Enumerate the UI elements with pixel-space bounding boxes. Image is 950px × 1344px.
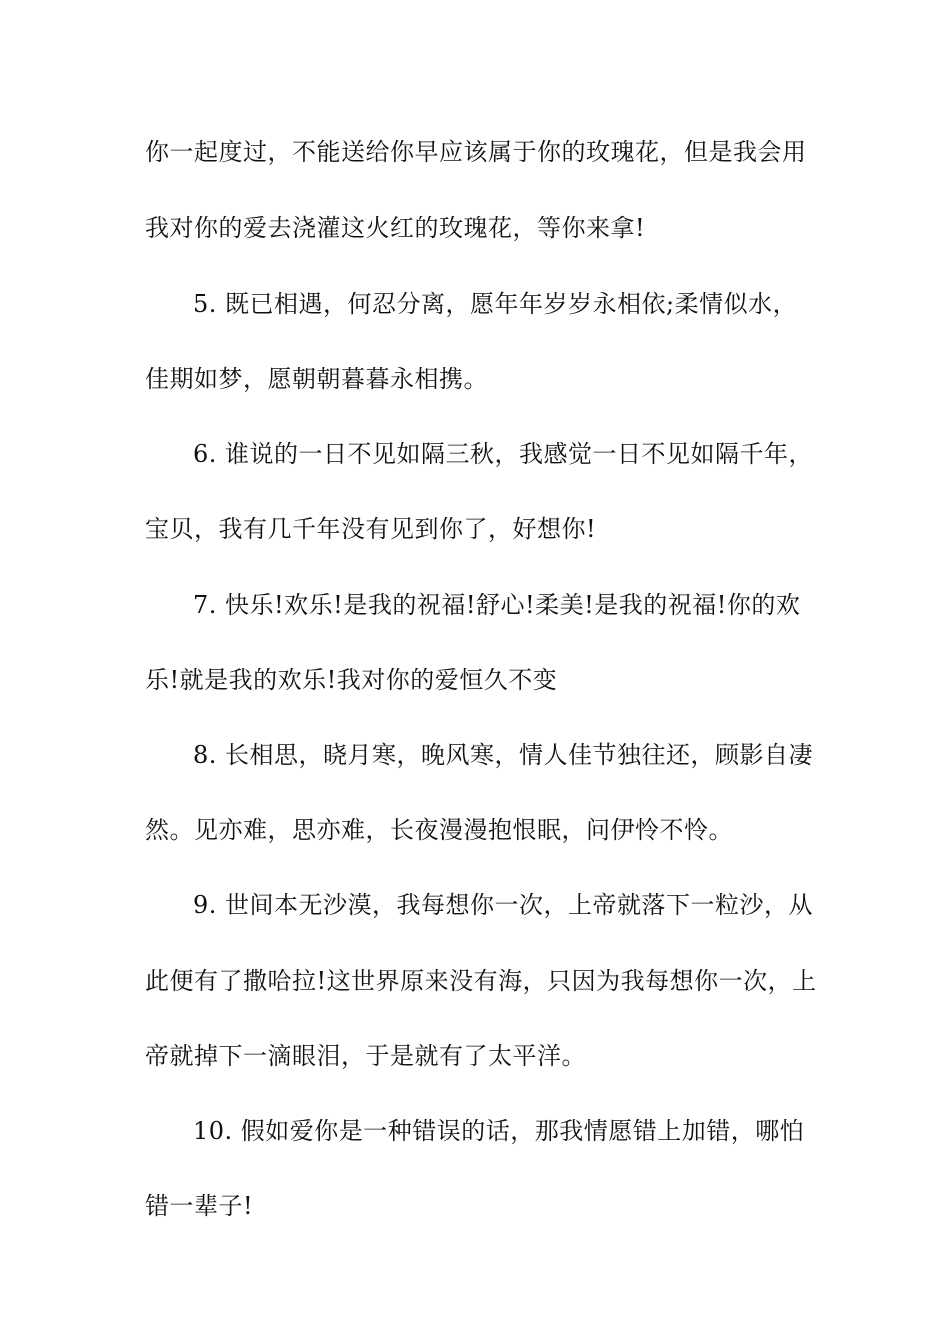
paragraph-10-line-1: 10. 假如爱你是一种错误的话，那我情愿错上加错，哪怕 [193, 1117, 805, 1145]
paragraph-9-line-2: 此便有了撒哈拉!这世界原来没有海，只因为我每想你一次，上 [145, 967, 817, 995]
paragraph-7-line-1: 7. 快乐!欢乐!是我的祝福!舒心!柔美!是我的祝福!你的欢 [193, 591, 801, 619]
paragraph-10-line-2: 错一辈子! [145, 1192, 254, 1220]
text-line: 你一起度过，不能送给你早应该属于你的玫瑰花，但是我会用 [145, 138, 807, 166]
paragraph-9-line-1: 9. 世间本无沙漠，我每想你一次，上帝就落下一粒沙，从 [193, 891, 814, 919]
paragraph-6-line-2: 宝贝，我有几千年没有见到你了，好想你! [145, 515, 597, 543]
paragraph-9-line-3: 帝就掉下一滴眼泪，于是就有了太平洋。 [145, 1042, 586, 1070]
paragraph-7-line-2: 乐!就是我的欢乐!我对你的爱恒久不变 [145, 666, 558, 694]
paragraph-6-line-1: 6. 谁说的一日不见如隔三秋，我感觉一日不见如隔千年， [193, 440, 814, 468]
paragraph-8-line-2: 然。见亦难，思亦难，长夜漫漫抱恨眠，问伊怜不怜。 [145, 816, 733, 844]
paragraph-5-line-1: 5. 既已相遇，何忍分离，愿年年岁岁永相依;柔情似水， [193, 290, 798, 318]
paragraph-8-line-1: 8. 长相思，晓月寒，晚风寒，情人佳节独往还，顾影自凄 [193, 741, 814, 769]
text-line: 我对你的爱去浇灌这火红的玫瑰花，等你来拿! [145, 214, 646, 242]
paragraph-5-line-2: 佳期如梦，愿朝朝暮暮永相携。 [145, 365, 488, 393]
